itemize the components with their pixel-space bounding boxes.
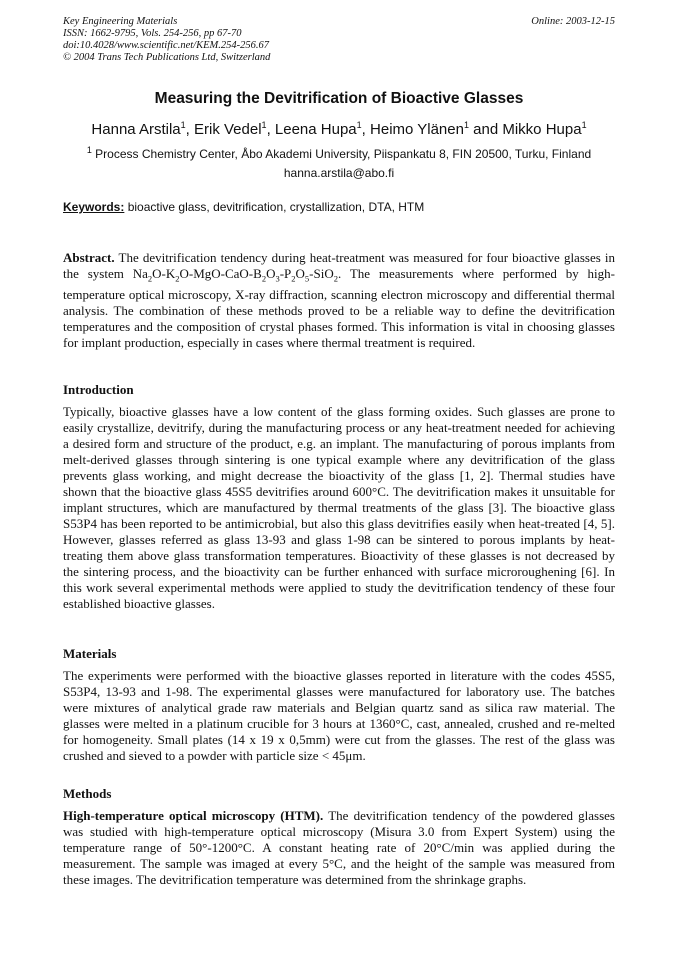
methods-text: The devitrification tendency of the powdered glasses was studied with high-temperature optical microscopy (Misura 3.0 from Expert System) using the temperature range of 50°-1200°C. A constant heating rate of 20°C/min was applied during the measurement. The sample was imaged at every 5°C, and the height of the sample was measured from these images. The devitrification temperature was determined from the shrinkage graphs.	[63, 808, 615, 887]
abstract-label: Abstract.	[63, 250, 115, 265]
keywords	[63, 200, 615, 214]
affiliation	[0, 145, 678, 161]
journal-name: Key Engineering Materials	[63, 16, 178, 27]
methods-paragraph	[63, 808, 615, 888]
author-separator: ,	[361, 121, 371, 138]
section-heading-materials: Materials	[63, 646, 117, 661]
contact-email[interactable]: hanna.arstila@abo.fi	[283, 166, 395, 180]
abstract-text-before: The devitrification tendency during heat-treatment was measured for four bioactive glasses in the system	[63, 250, 616, 281]
section-heading-introduction: Introduction	[63, 382, 134, 397]
author-list	[0, 120, 678, 138]
keywords-label: Keywords:	[63, 200, 125, 214]
author-affiliation-mark: 1	[261, 120, 267, 130]
author: Erik Vedel	[194, 121, 262, 138]
author: Mikko Hupa	[502, 121, 582, 138]
affiliation-mark: 1	[86, 145, 92, 155]
glass-system-formula: $Na_2O-K_2O-MgO-CaO-B_2O_3-P_2O_5-SiO_2$.	[132, 266, 342, 284]
keywords-text: bioactive glass, devitrification, crystallization, DTA, HTM	[127, 200, 425, 214]
author-affiliation-mark: 1	[356, 120, 362, 130]
author-separator: ,	[266, 121, 275, 138]
abstract	[63, 250, 615, 351]
copyright-line: © 2004 Trans Tech Publications Ltd, Switzerland	[63, 52, 271, 63]
affiliation-text: Process Chemistry Center, Åbo Akademi University, Piispankatu 8, FIN 20500, Turku, Finland	[95, 147, 592, 161]
author-affiliation-mark: 1	[180, 120, 186, 130]
author: Leena Hupa	[274, 121, 357, 138]
author-affiliation-mark: 1	[463, 120, 469, 130]
author-affiliation-mark: 1	[581, 120, 587, 130]
paper-title: Measuring the Devitrification of Bioactive Glasses	[154, 90, 524, 107]
doi-line[interactable]: doi:10.4028/www.scientific.net/KEM.254-256.67	[63, 40, 269, 51]
introduction-paragraph: Typically, bioactive glasses have a low content of the glass forming oxides. Such glasses are prone to easily crystallize, devitrify, during the manufacturing process or any heat-treatment needed for achieving a desired form and structure of the product, e.g. an implant. The manufacturing of porous implants from melt-derived glasses through sintering is one typical example where any devitrification of the glass prevents glass working, and might decrease the bioactivity of the glass [1, 2]. Thermal studies have shown that the bioactive glass 45S5 devitrifies around 600°C. The devitrification makes it unsuitable for implant structures, which are manufactured by thermal treatments of the glass [3]. The bioactive glass S53P4 has been reported to be antimicrobial, but also this glass devitrifies easily when heat-treated [4, 5]. However, glasses referred as glass 13-93 and glass 1-98 can be sintered to porous implants by heat-treating them above glass transformation temperatures. Bioactivity of these glasses is not decreased by the sintering process, and the bioactivity can be further enhanced with surface microroughening [6]. In this work several experimental methods were applied to study the devitrification tendency of these four established bioactive glasses.	[63, 404, 615, 611]
materials-paragraph: The experiments were performed with the bioactive glasses reported in literature with the codes 45S5, S53P4, 13-93 and 1-98. The experimental glasses were manufactured for laboratory use. The batches were mixtures of analytical grade raw materials and Belgian quartz sand as silica raw material. The glasses were melted in a platinum crucible for 3 hours at 1360°C, cast, annealed, crushed and re-melted for homogeneity. Small plates (14 x 19 x 0,5mm) were cut from the glasses. The rest of the glass was crushed and sieved to a powder with particle size < 45μm.	[63, 668, 615, 763]
section-heading-methods: Methods	[63, 786, 112, 801]
online-date: Online: 2003-12-15	[531, 16, 615, 27]
author: Heimo Ylänen	[370, 121, 464, 138]
issn-line: ISSN: 1662-9795, Vols. 254-256, pp 67-70	[63, 28, 242, 39]
methods-subheading: High-temperature optical microscopy (HTM).	[63, 808, 324, 823]
author: Hanna Arstila	[91, 121, 181, 138]
abstract-text-after: The measurements where performed by high-temperature optical microscopy, X-ray diffraction, scanning electron microscopy and differential thermal analysis. The combination of these methods proved to be a reliable way to define the devitrification temperatures and the composition of crystal phases formed. This information is vital in choosing glasses for implant production, especially in cases where thermal treatment is required.	[63, 266, 616, 350]
page-header	[63, 16, 615, 64]
author-separator: ,	[185, 121, 194, 138]
author-separator: and	[468, 121, 503, 138]
